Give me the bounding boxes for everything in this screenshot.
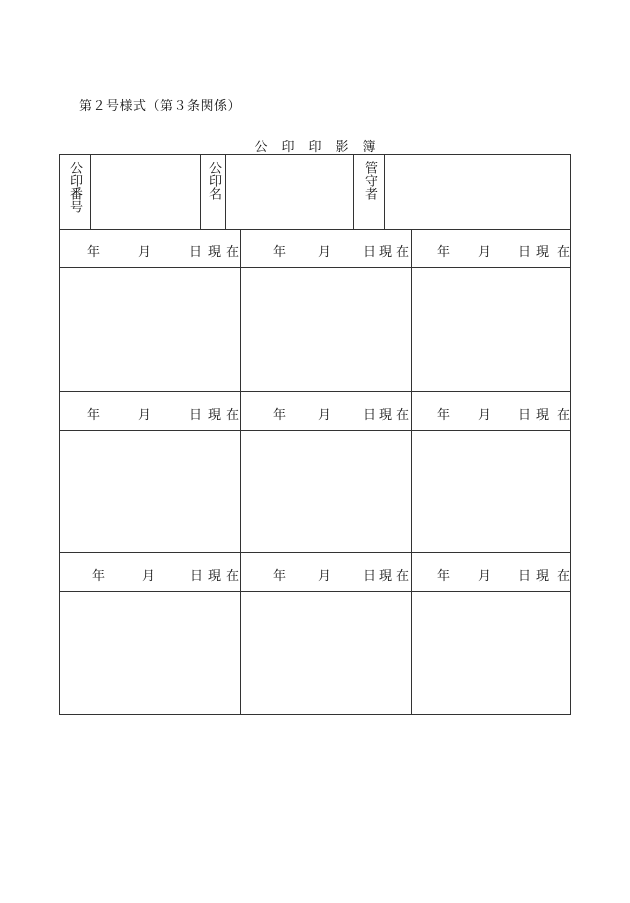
date-row-2 xyxy=(60,391,570,431)
month-label: 月 xyxy=(138,408,152,423)
as-of-label: 在 xyxy=(557,245,571,260)
day-label: 日 xyxy=(190,569,204,584)
day-label: 日 xyxy=(518,408,532,423)
seal-name-label: 公印名 xyxy=(206,161,221,200)
date-cell[interactable] xyxy=(412,553,571,591)
current-label: 現 xyxy=(379,245,393,260)
year-label: 年 xyxy=(87,408,101,423)
day-label: 日 xyxy=(189,245,203,260)
date-cell[interactable] xyxy=(241,392,411,430)
month-label: 月 xyxy=(318,408,332,423)
date-cell[interactable] xyxy=(241,229,411,267)
date-row-1 xyxy=(60,229,570,268)
month-label: 月 xyxy=(318,245,332,260)
document-title xyxy=(0,136,630,155)
year-label: 年 xyxy=(87,245,101,260)
month-label: 月 xyxy=(478,569,492,584)
date-cell[interactable] xyxy=(412,229,571,267)
as-of-label: 在 xyxy=(226,245,240,260)
day-label: 日 xyxy=(518,245,532,260)
as-of-label: 在 xyxy=(226,569,240,584)
current-label: 現 xyxy=(208,569,222,584)
as-of-label: 在 xyxy=(396,569,410,584)
seal-impression-area[interactable] xyxy=(412,430,570,552)
seal-name-field[interactable] xyxy=(226,155,353,229)
as-of-label: 在 xyxy=(226,408,240,423)
year-label: 年 xyxy=(437,245,451,260)
current-label: 現 xyxy=(208,408,222,423)
as-of-label: 在 xyxy=(396,245,410,260)
seal-impression-area[interactable] xyxy=(241,591,411,714)
month-label: 月 xyxy=(478,245,492,260)
seal-impression-area[interactable] xyxy=(241,268,411,391)
seal-number-label: 公印番号 xyxy=(67,161,82,213)
seal-number-field[interactable] xyxy=(91,155,200,229)
as-of-label: 在 xyxy=(557,408,571,423)
custodian-label: 管守者 xyxy=(362,161,377,200)
day-label: 日 xyxy=(363,569,377,584)
current-label: 現 xyxy=(536,245,550,260)
day-label: 日 xyxy=(363,245,377,260)
divider xyxy=(353,155,354,229)
date-row-3 xyxy=(60,552,570,592)
seal-impression-area[interactable] xyxy=(412,268,570,391)
month-label: 月 xyxy=(138,245,152,260)
seal-impression-grid xyxy=(59,229,571,715)
seal-impression-area[interactable] xyxy=(241,430,411,552)
date-cell[interactable] xyxy=(412,392,571,430)
month-label: 月 xyxy=(142,569,156,584)
year-label: 年 xyxy=(437,408,451,423)
header-table xyxy=(59,154,571,230)
month-label: 月 xyxy=(478,408,492,423)
day-label: 日 xyxy=(518,569,532,584)
year-label: 年 xyxy=(437,569,451,584)
current-label: 現 xyxy=(379,569,393,584)
title-text: 公印印影簿 xyxy=(254,140,390,155)
divider xyxy=(200,155,201,229)
month-label: 月 xyxy=(318,569,332,584)
year-label: 年 xyxy=(273,408,287,423)
seal-impression-area[interactable] xyxy=(60,591,240,714)
current-label: 現 xyxy=(536,569,550,584)
as-of-label: 在 xyxy=(557,569,571,584)
year-label: 年 xyxy=(273,569,287,584)
year-label: 年 xyxy=(273,245,287,260)
date-cell[interactable] xyxy=(60,392,240,430)
day-label: 日 xyxy=(363,408,377,423)
current-label: 現 xyxy=(208,245,222,260)
day-label: 日 xyxy=(189,408,203,423)
form-number-label: 第２号様式（第３条関係） xyxy=(79,99,242,114)
date-cell[interactable] xyxy=(60,229,240,267)
date-cell[interactable] xyxy=(241,553,411,591)
custodian-field[interactable] xyxy=(385,155,570,229)
as-of-label: 在 xyxy=(396,408,410,423)
seal-impression-area[interactable] xyxy=(60,430,240,552)
current-label: 現 xyxy=(379,408,393,423)
year-label: 年 xyxy=(92,569,106,584)
date-cell[interactable] xyxy=(60,553,240,591)
seal-impression-area[interactable] xyxy=(60,268,240,391)
seal-impression-area[interactable] xyxy=(412,591,570,714)
current-label: 現 xyxy=(536,408,550,423)
